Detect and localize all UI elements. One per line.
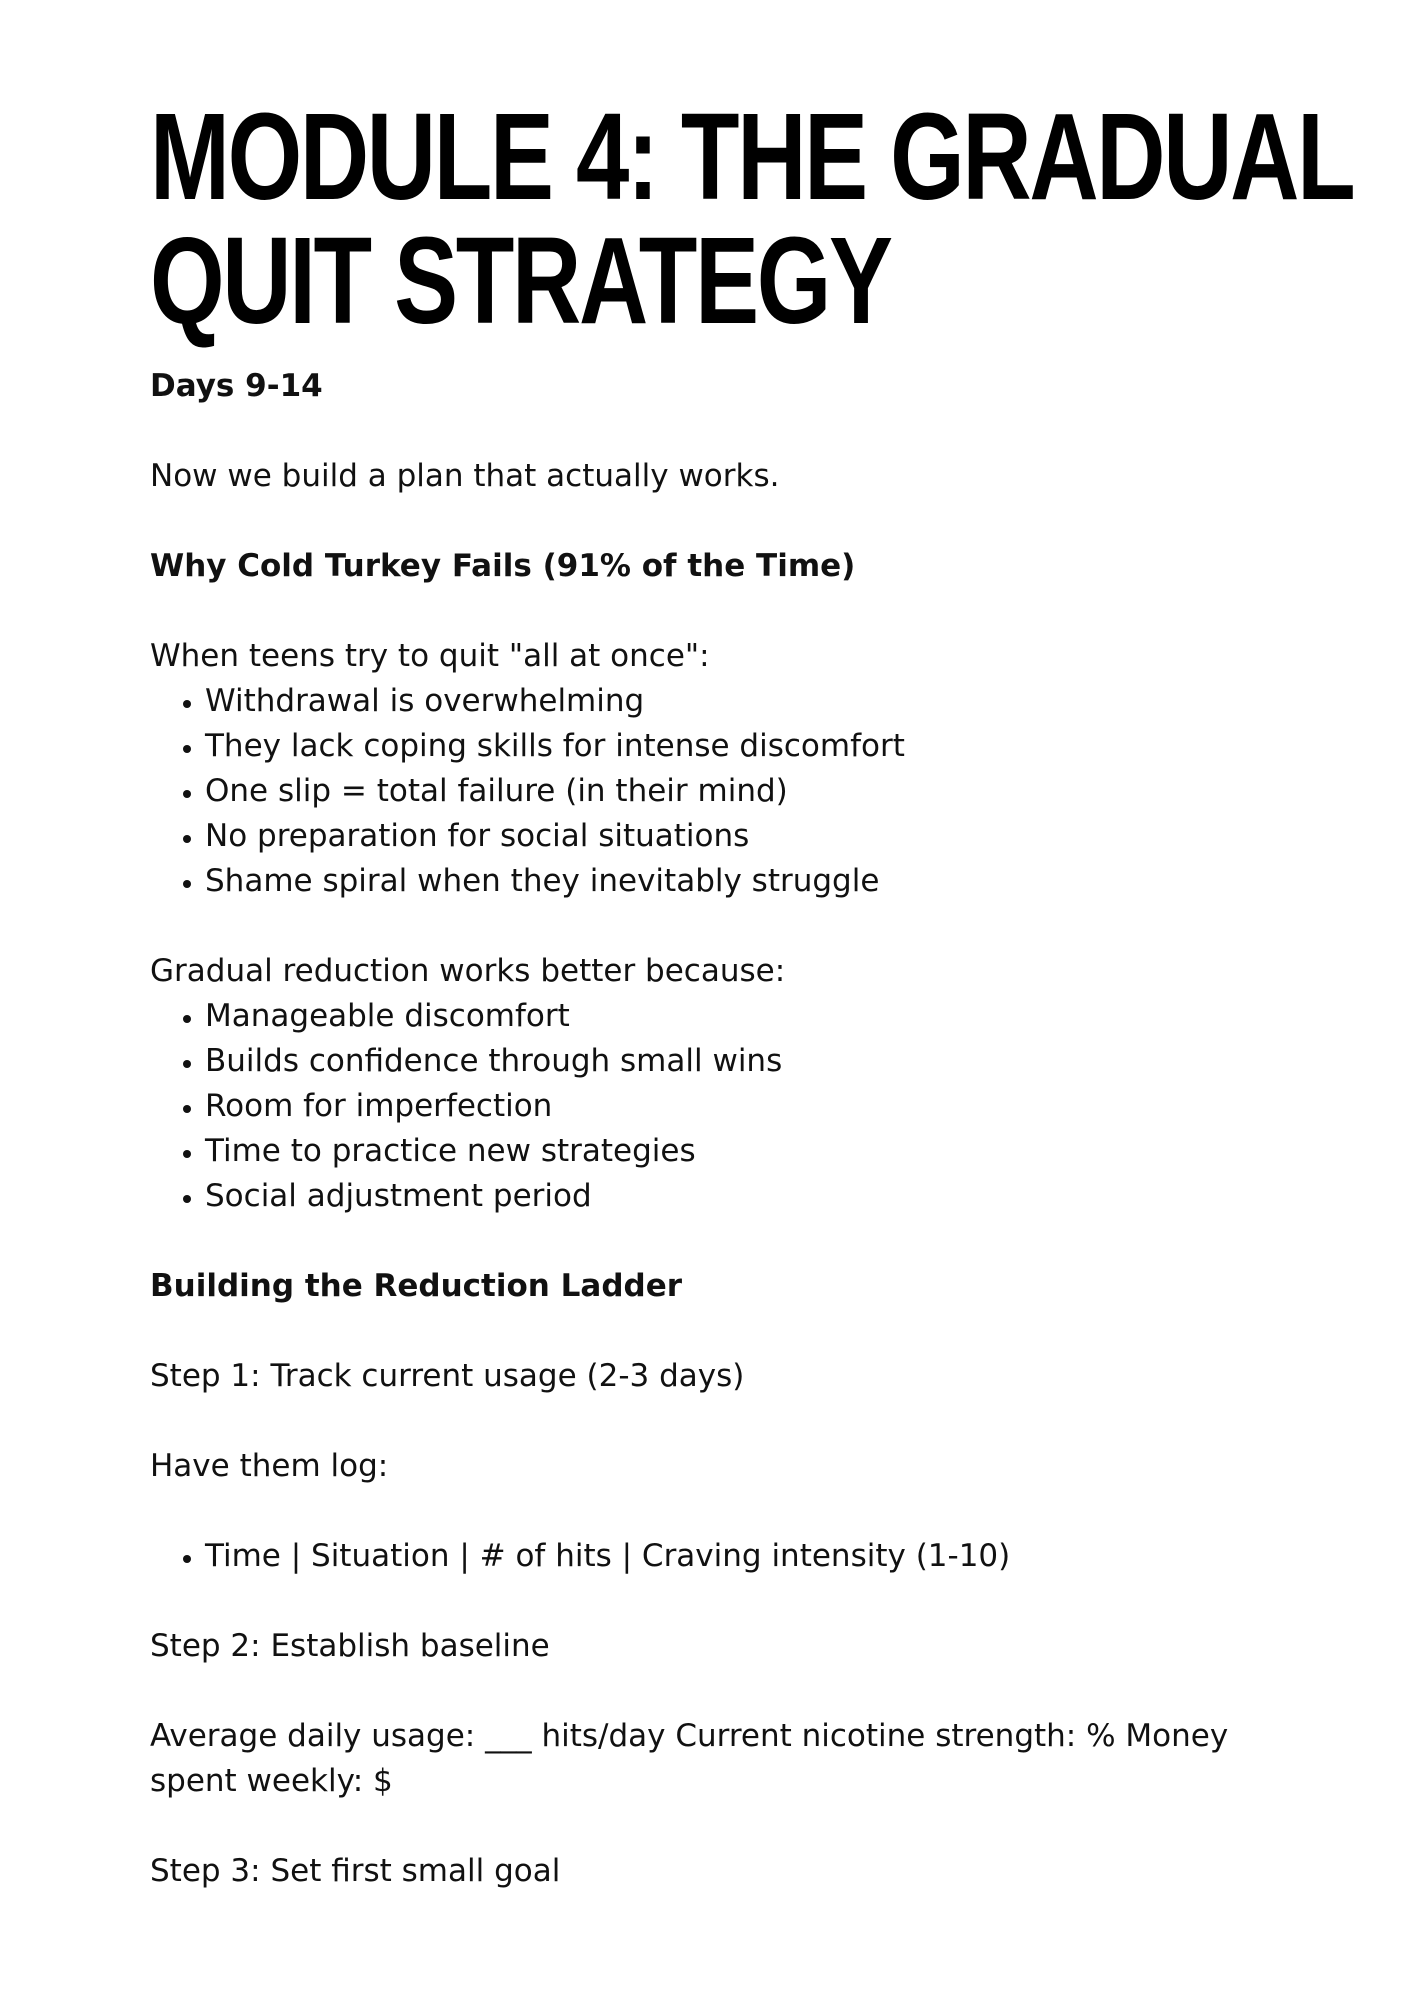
spacer [150, 904, 1300, 949]
spacer [150, 589, 1300, 634]
list-item: • Shame spiral when they inevitably struggle [205, 859, 1300, 904]
spacer [150, 1669, 1300, 1714]
step-2: Step 2: Establish baseline [150, 1628, 550, 1664]
spacer [150, 499, 1300, 544]
log-list [150, 1534, 1300, 1579]
list-item: • Builds confidence through small wins [205, 1039, 1300, 1084]
page-title [150, 89, 1354, 350]
step-1: Step 1: Track current usage (2-3 days) [150, 1358, 745, 1394]
document-body [150, 364, 1300, 1894]
list-item: • No preparation for social situations [205, 814, 1300, 859]
spacer [150, 1399, 1300, 1444]
list-item: • One slip = total failure (in their mind) [205, 769, 1300, 814]
page-title-line-2: QUIT STRATEGY [150, 213, 891, 350]
list-item: • Social adjustment period [205, 1174, 1300, 1219]
list-item: • Time | Situation | # of hits | Craving intensity (1-10) [205, 1534, 1300, 1579]
cold-turkey-heading: Why Cold Turkey Fails (91% of the Time) [150, 548, 856, 584]
list-item: • They lack coping skills for intense discomfort [205, 724, 1300, 769]
spacer [150, 1804, 1300, 1849]
list-item: • Manageable discomfort [205, 994, 1300, 1039]
cold-turkey-lead: When teens try to quit "all at once": [150, 638, 710, 674]
step-3: Step 3: Set first small goal [150, 1853, 561, 1889]
spacer [150, 1309, 1300, 1354]
list-item: • Room for imperfection [205, 1084, 1300, 1129]
log-lead: Have them log: [150, 1448, 389, 1484]
spacer [150, 1219, 1300, 1264]
gradual-list [150, 994, 1300, 1219]
spacer [150, 1579, 1300, 1624]
ladder-heading: Building the Reduction Ladder [150, 1268, 683, 1304]
spacer [150, 409, 1300, 454]
intro-paragraph: Now we build a plan that actually works. [150, 458, 780, 494]
baseline-paragraph: Average daily usage: ___ hits/day Current nicotine strength: % Money spent weekly: $ [150, 1718, 1229, 1799]
gradual-lead: Gradual reduction works better because: [150, 953, 786, 989]
spacer [150, 1489, 1300, 1534]
cold-turkey-list [150, 679, 1300, 904]
page-title-line-1: MODULE 4: THE GRADUAL [150, 89, 1354, 226]
list-item: • Withdrawal is overwhelming [205, 679, 1300, 724]
days-label: Days 9-14 [150, 368, 323, 404]
list-item: • Time to practice new strategies [205, 1129, 1300, 1174]
